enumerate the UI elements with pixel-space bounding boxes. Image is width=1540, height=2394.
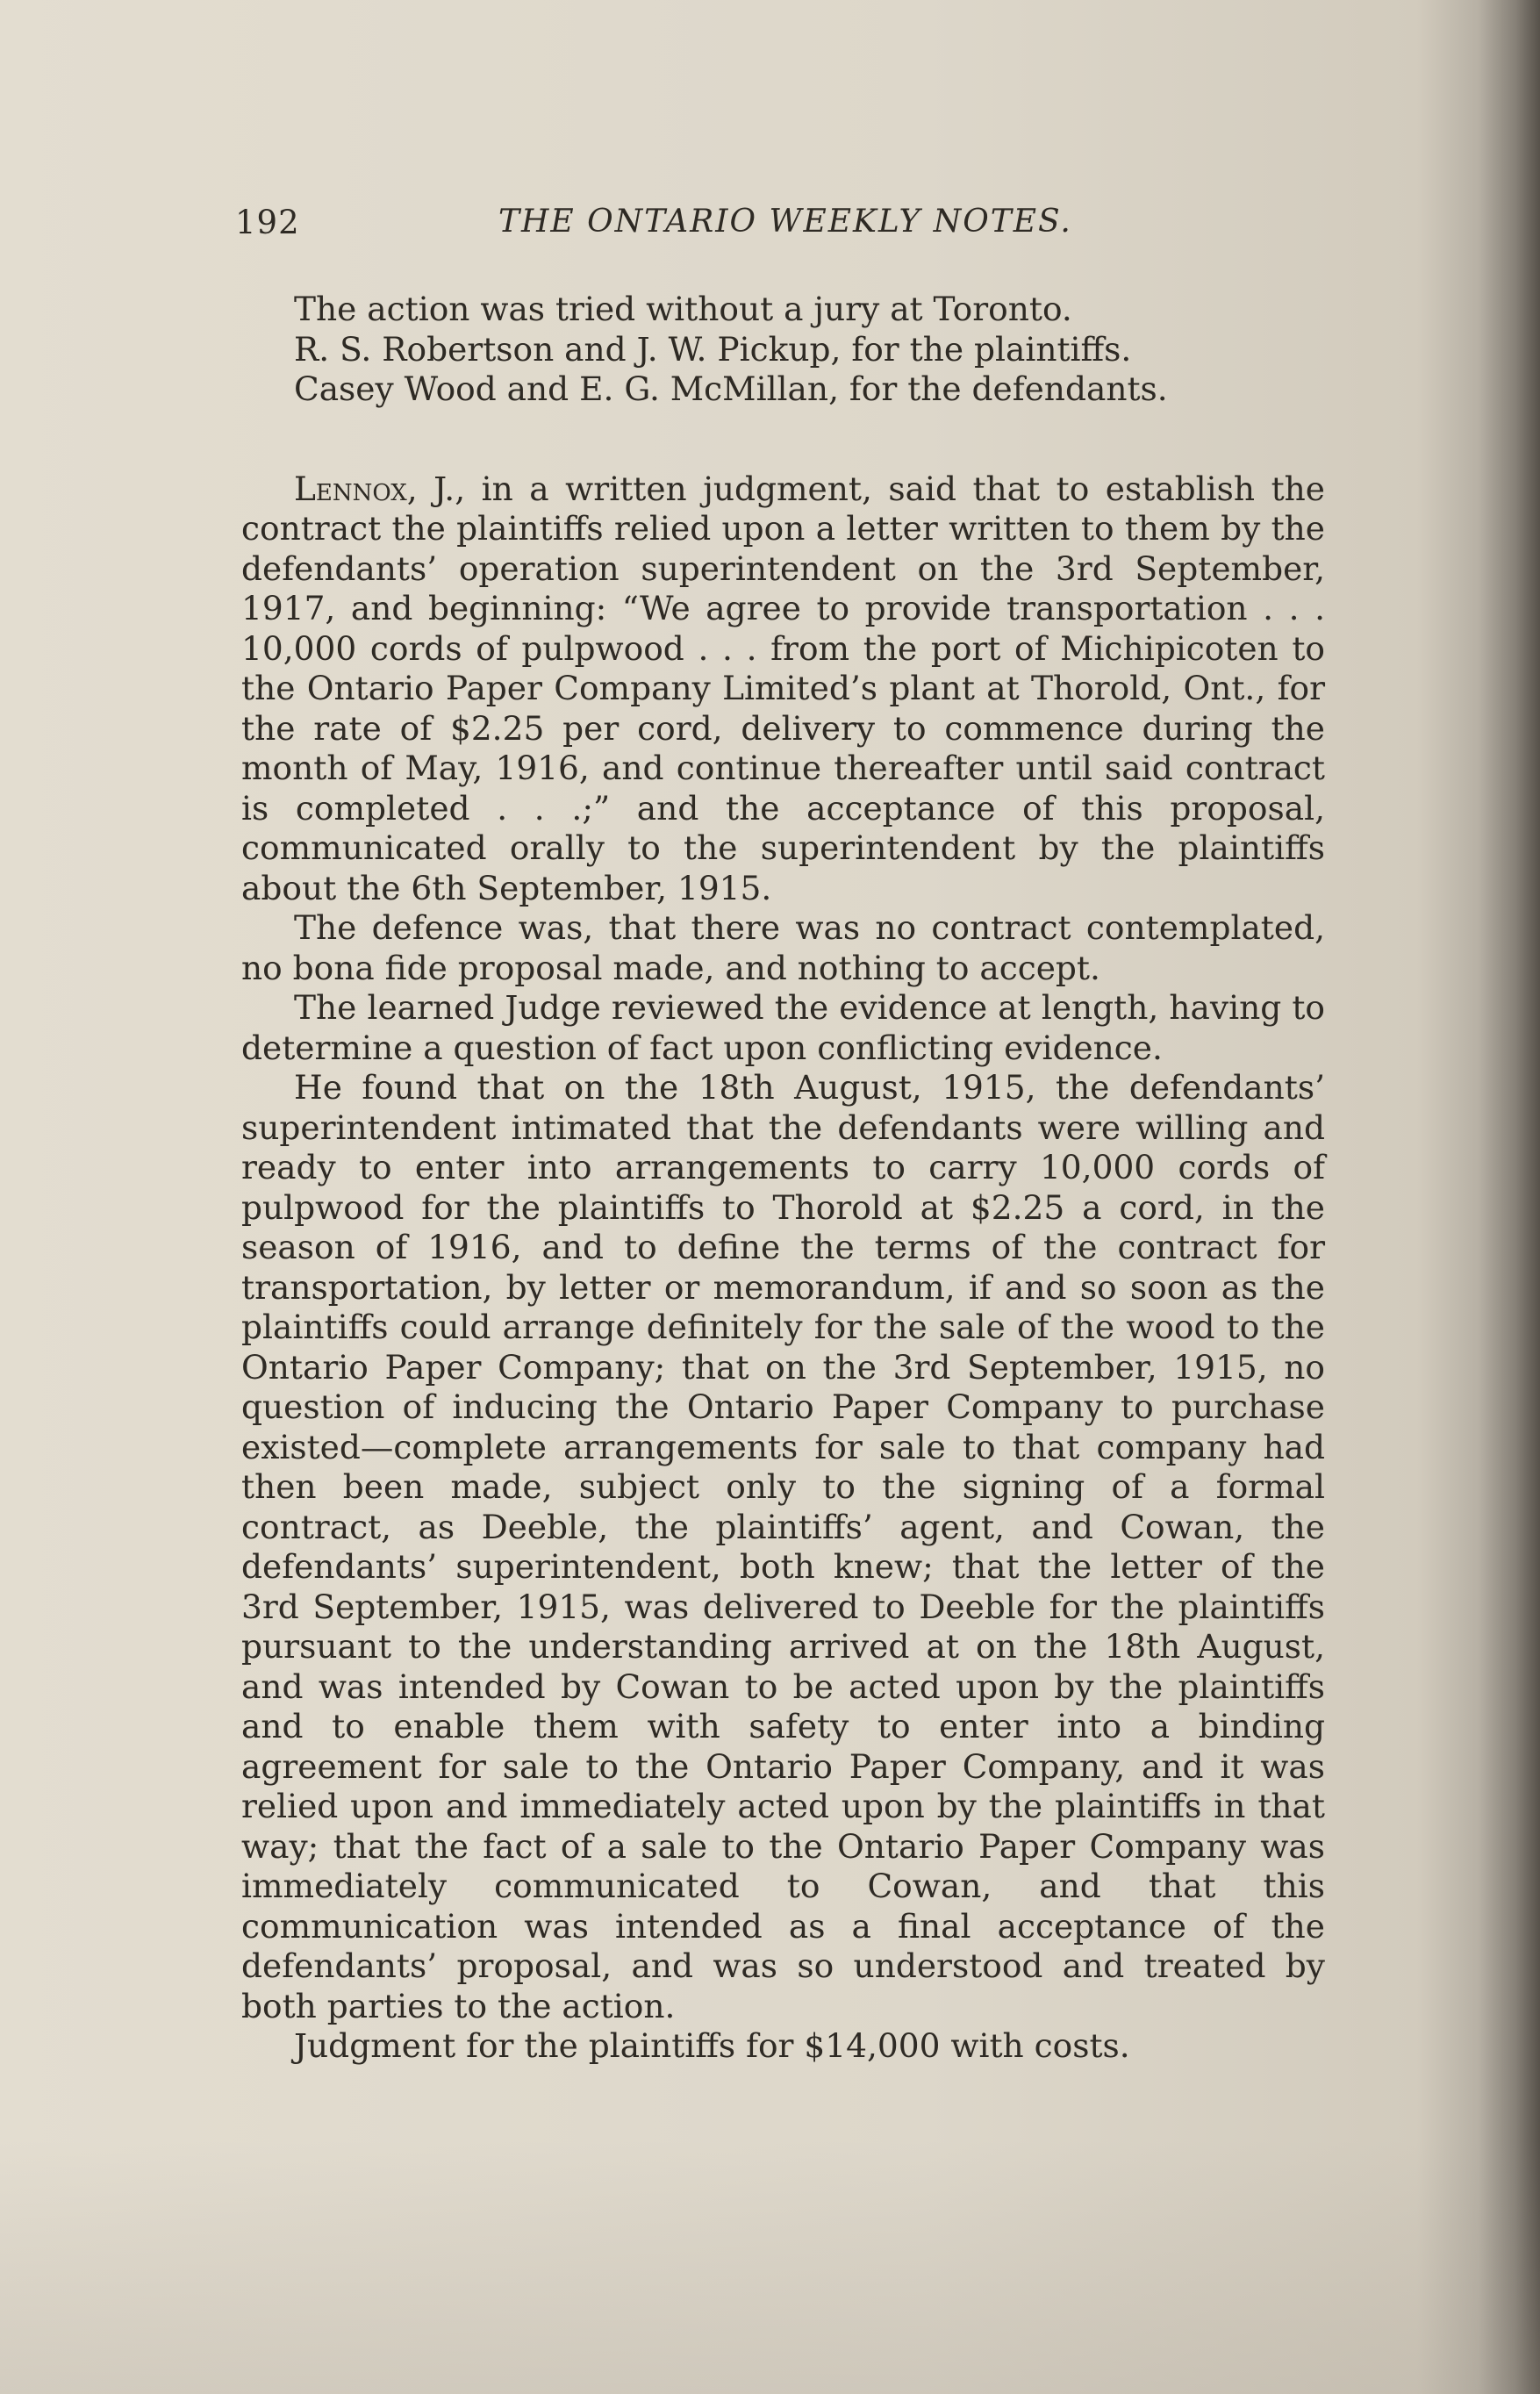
running-title: THE ONTARIO WEEKLY NOTES. [498, 204, 1072, 240]
section-gap [241, 410, 1325, 469]
review-paragraph: The learned Judge reviewed the evidence at length, having to determine a question of fact upon conflicting evidence. [241, 988, 1325, 1067]
findings-paragraph: He found that on the 18th August, 1915, the defendants’ superintendent intimated that the defendants were willing and ready to enter into arrangements to carry 10,000 cords of pulpwood for the plaintiffs to Thorold at $2.25 a cord, in the season of 1916, and to define the terms of the contract for transportation, by letter or memorandum, if and so soon as the plaintiffs could arrange definitely for the sale of the wood to the Ontario Paper Company; that on the 3rd September, 1915, no question of inducing the Ontario Paper Company to purchase existed—complete arrangements for sale to that company had then been made, subject only to the signing of a formal contract, as Deeble, the plaintiffs’ agent, and Cowan, the defendants’ superintendent, both knew; that the letter of the 3rd September, 1915, was delivered to Deeble for the plaintiffs pursuant to the understanding arrived at on the 18th August, and was intended by Cowan to be acted upon by the plaintiffs and to enable them with safety to enter into a binding agreement for sale to the Ontario Paper Company, and it was relied upon and immediately acted upon by the plaintiffs in that way; that the fact of a sale to the Ontario Paper Company was immediately communicated to Cowan, and that this communication was intended as a final acceptance of the defendants’ proposal, and was so understood and treated by both parties to the action. [241, 1068, 1325, 2025]
trial-line: The action was tried without a jury at Toronto. [294, 290, 1072, 328]
page-number: 192 [235, 204, 300, 241]
judgment-opening-text: , J., in a written judgment, said that to establish the contract the plaintiffs relied upon a letter written to them by the defendants’ operation superintendent on the 3rd September, 1917, and beginning: “We agree to provide transportation . . . 10,000 cords of pulpwood . . . from the port of Michipicoten to the Ontario Paper Company Limited’s plant at Thorold, Ont., for the rate of $2.25 per cord, delivery to commence during the month of May, 1916, and continue thereafter until said contract is completed . . .;” and the acceptance of this proposal, communicated orally to the superintendent by the plaintiffs about the 6th September, 1915. [241, 469, 1325, 907]
page-header [235, 204, 1323, 256]
judge-name: Lennox [294, 469, 407, 508]
plaintiffs-counsel-line: R. S. Robertson and J. W. Pickup, for the plaintiffs. [294, 329, 1132, 369]
case-intro [241, 290, 1325, 410]
defence-paragraph: The defence was, that there was no contract contemplated, no bona fide proposal made, and nothing to accept. [241, 908, 1325, 987]
judgment-opening-paragraph [241, 469, 1325, 909]
judgment-result-paragraph: Judgment for the plaintiffs for $14,000 with costs. [294, 2026, 1130, 2065]
page-bottom-shade [0, 2140, 1540, 2394]
report-body [241, 290, 1325, 2067]
spine-shadow [1479, 0, 1540, 2394]
defendants-counsel-line: Casey Wood and E. G. McMillan, for the defendants. [294, 369, 1168, 408]
